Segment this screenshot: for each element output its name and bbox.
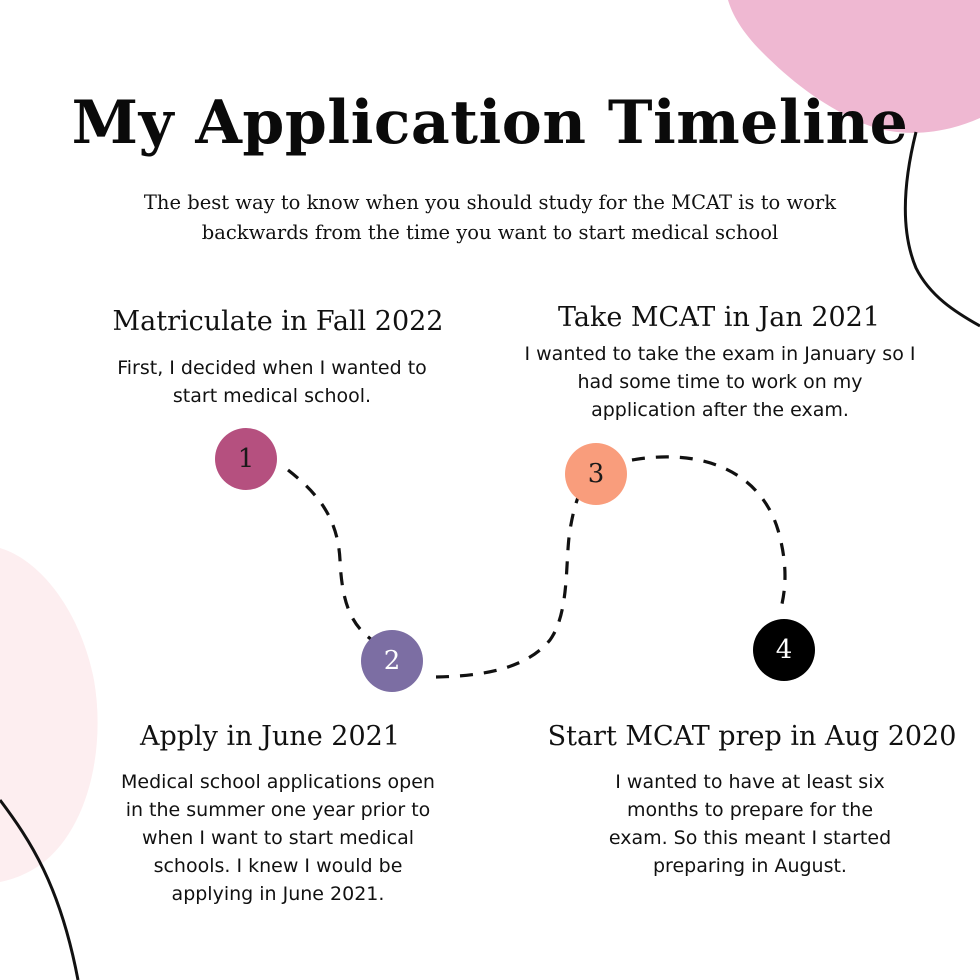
page-subtitle: The best way to know when you should study for the MCAT is to work backwards from the time you want to start medical school — [143, 191, 837, 244]
light-blob-decoration — [0, 548, 98, 882]
step-2-number: 2 — [383, 646, 401, 676]
page-title: My Application Timeline — [71, 88, 909, 158]
curve-line-decoration — [905, 132, 980, 326]
step-4-description: I wanted to have at least six months to prepare for the exam. So this meant I started preparing in August. — [608, 771, 892, 877]
step-2-heading: Apply in June 2021 — [139, 721, 401, 752]
step-4-marker — [753, 619, 815, 681]
step-2-description: Medical school applications open in the summer one year prior to when I want to start medical schools. I knew I would be applying in June 2021. — [121, 771, 435, 905]
step-4-heading: Start MCAT prep in Aug 2020 — [547, 721, 957, 752]
dashed-timeline-path — [288, 457, 785, 677]
step-1-heading: Matriculate in Fall 2022 — [112, 306, 444, 337]
step-3-marker — [565, 443, 627, 505]
step-1-marker — [215, 428, 277, 490]
step-1-number: 1 — [237, 444, 255, 474]
step-4-number: 4 — [775, 635, 793, 665]
step-3-description: I wanted to take the exam in January so I had some time to work on my application after the exam. — [524, 343, 916, 421]
step-2-marker — [361, 630, 423, 692]
step-3-heading: Take MCAT in Jan 2021 — [557, 302, 881, 333]
step-1-description: First, I decided when I wanted to start medical school. — [117, 357, 427, 407]
step-3-number: 3 — [587, 459, 605, 489]
